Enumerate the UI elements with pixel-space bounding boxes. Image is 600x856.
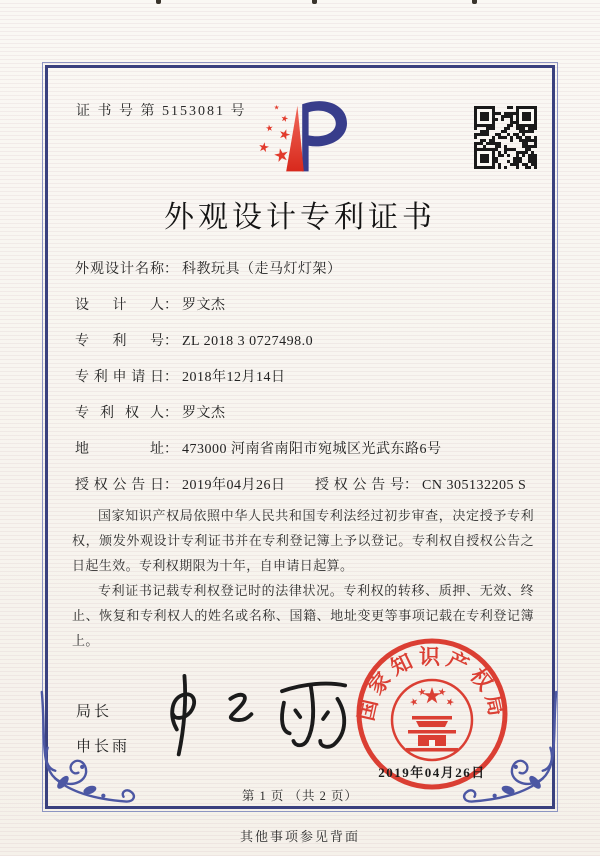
signer-title: 局长 <box>76 704 113 720</box>
legal-paragraph: 国家知识产权局依照中华人民共和国专利法经过初步审查，决定授予专利权，颁发外观设计专利证书并在专利登记簿上予以登记。专利权自授权公告之日起生效。专利权期限为十年，自申请日起算。 <box>72 508 534 573</box>
scan-mark <box>156 0 161 4</box>
field-grant-row: 授权公告日： 2019年04月26日 授权公告号： CN 305132205 S <box>75 468 535 504</box>
field-designer: 设计人： 罗文杰 <box>75 288 535 324</box>
signer-name: 申长雨 <box>76 739 131 755</box>
field-label: 专利申请日 <box>75 370 164 385</box>
field-value: 科教玩具（走马灯灯架） <box>182 262 342 277</box>
seal-ring-text: 国家知识产权局 <box>354 645 510 723</box>
field-label: 授权公告号 <box>315 478 404 493</box>
field-label: 专利权人 <box>75 406 164 421</box>
legal-paragraph: 专利证书记载专利权登记时的法律状况。专利权的转移、质押、无效、终止、恢复和专利权人的姓名或名称、国籍、地址变更等事项记载在专利登记簿上。 <box>72 582 534 648</box>
field-value: 2019年04月26日 <box>182 478 286 493</box>
cnipa-logo-icon <box>243 88 363 191</box>
field-label: 专利号 <box>75 334 164 349</box>
field-value: CN 305132205 S <box>422 478 527 493</box>
field-patent-number: 专利号： ZL 2018 3 0727498.0 <box>75 324 535 360</box>
field-patentee: 专利权人： 罗文杰 <box>75 396 535 432</box>
field-design-name: 外观设计名称： 科教玩具（走马灯灯架） <box>75 252 535 288</box>
field-filing-date: 专利申请日： 2018年12月14日 <box>75 360 535 396</box>
field-label: 设计人 <box>75 298 164 313</box>
field-value: 473000 河南省南阳市宛城区光武东路6号 <box>182 442 442 457</box>
field-address: 地址： 473000 河南省南阳市宛城区光武东路6号 <box>75 432 535 468</box>
scan-mark <box>472 0 477 4</box>
director-signature <box>150 668 370 773</box>
field-label: 外观设计名称 <box>75 262 164 277</box>
certificate-title: 外观设计专利证书 <box>164 201 436 234</box>
back-note: 其他事项参见背面 <box>239 829 360 844</box>
qr-code <box>474 106 537 169</box>
field-value: 2018年12月14日 <box>182 370 286 385</box>
scan-mark <box>312 0 317 4</box>
page-indicator: 第 1 页 （共 2 页） <box>241 789 359 803</box>
field-label: 授权公告日 <box>75 478 164 493</box>
legal-text-block <box>72 504 534 654</box>
field-value: 罗文杰 <box>182 298 226 313</box>
field-value: 罗文杰 <box>182 406 226 421</box>
fields-block <box>75 252 535 504</box>
certificate-number: 证 书 号 第 5153081 号 <box>76 104 247 119</box>
field-label: 地址 <box>75 442 164 457</box>
seal-date: 2019年04月26日 <box>378 765 486 780</box>
field-value: ZL 2018 3 0727498.0 <box>182 334 314 349</box>
field-grant-number: 授权公告号： CN 305132205 S <box>315 468 526 504</box>
